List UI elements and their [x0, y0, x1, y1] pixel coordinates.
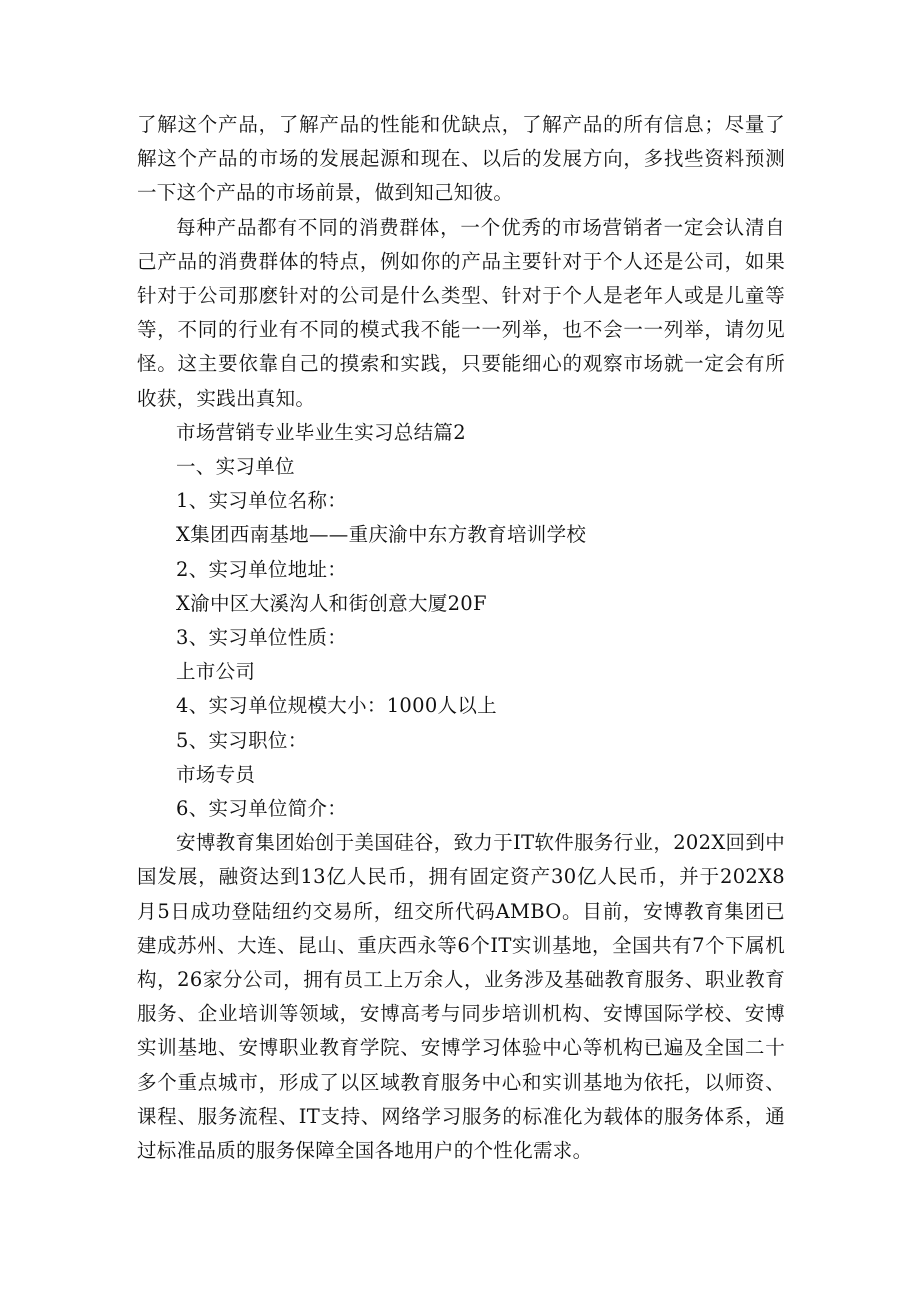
paragraph-product-knowledge: 了解这个产品，了解产品的性能和优缺点，了解产品的所有信息；尽量了解这个产品的市场的发展起源和现在、以后的发展方向，多找些资料预测一下这个产品的市场前景，做到知己知彼。	[137, 113, 785, 205]
item-unit-name-value: X集团西南基地——重庆渝中东方教育培训学校	[176, 523, 587, 547]
item-unit-intro-label: 6、实习单位简介：	[176, 797, 348, 821]
item-position-value: 市场专员	[176, 762, 256, 786]
item-unit-scale: 4、实习单位规模大小：1000人以上	[176, 694, 497, 718]
section-heading: 市场营销专业毕业生实习总结篇2	[176, 420, 466, 444]
item-unit-nature-value: 上市公司	[176, 660, 256, 684]
section-title-internship-unit: 一、实习单位	[176, 455, 295, 479]
item-unit-nature-label: 3、实习单位性质：	[176, 626, 348, 650]
item-position-label: 5、实习职位：	[176, 728, 308, 752]
document-body	[137, 108, 785, 1168]
item-unit-name-label: 1、实习单位名称：	[176, 489, 348, 513]
paragraph-company-intro: 安博教育集团始创于美国硅谷，致力于IT软件服务行业，202X回到中国发展，融资达到13亿人民币，拥有固定资产30亿人民币，并于202X8月5日成功登陆纽约交易所，纽交所代码AMBO。目前，安博教育集团已建成苏州、大连、昆山、重庆西永等6个IT实训基地，全国共有7个下属机构，26家分公司，拥有员工上万余人，业务涉及基础教育服务、职业教育服务、企业培训等领域，安博高考与同步培训机构、安博国际学校、安博实训基地、安博职业教育学院、安博学习体验中心等机构已遍及全国二十多个重点城市，形成了以区域教育服务中心和实训基地为依托，以师资、课程、服务流程、IT支持、网络学习服务的标准化为载体的服务体系，通过标准品质的服务保障全国各地用户的个性化需求。	[137, 831, 785, 1163]
item-unit-address-label: 2、实习单位地址：	[176, 557, 348, 581]
paragraph-consumer-groups: 每种产品都有不同的消费群体，一个优秀的市场营销者一定会认清自己产品的消费群体的特点，例如你的产品主要针对于个人还是公司，如果针对于公司那麽针对的公司是什么类型、针对于个人是老年人或是儿童等等，不同的行业有不同的模式我不能一一列举，也不会一一列举，请勿见怪。这主要依靠自己的摸索和实践，只要能细心的观察市场就一定会有所收获，实践出真知。	[137, 215, 785, 410]
item-unit-address-value: X渝中区大溪沟人和街创意大厦20F	[176, 591, 487, 615]
